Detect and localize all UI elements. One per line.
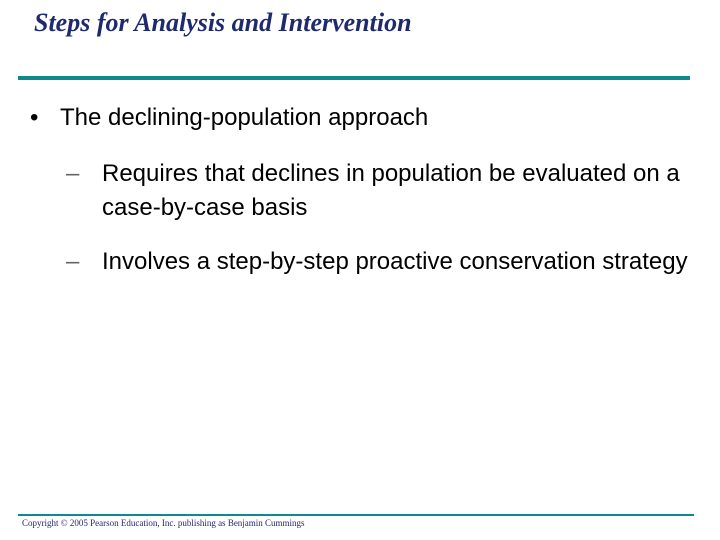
title-divider [18, 76, 690, 80]
bullet-text: The declining-population approach [60, 104, 429, 131]
sub-bullet-text: Involves a step-by-step proactive conservation strategy [102, 248, 688, 275]
sub-bullet-item [66, 157, 692, 225]
sub-bullet-marker: – [66, 248, 80, 275]
sub-bullet-marker: – [66, 160, 80, 187]
sub-bullet-text: Requires that declines in population be evaluated on a case-by-case basis [102, 160, 680, 221]
slide-title: Steps for Analysis and Intervention [34, 8, 412, 37]
sub-bullet-item [66, 245, 692, 279]
footer-divider [18, 514, 694, 516]
copyright-notice: Copyright © 2005 Pearson Education, Inc. publishing as Benjamin Cummings [22, 518, 305, 528]
bullet-item [30, 101, 428, 135]
bullet-marker: • [30, 104, 39, 131]
